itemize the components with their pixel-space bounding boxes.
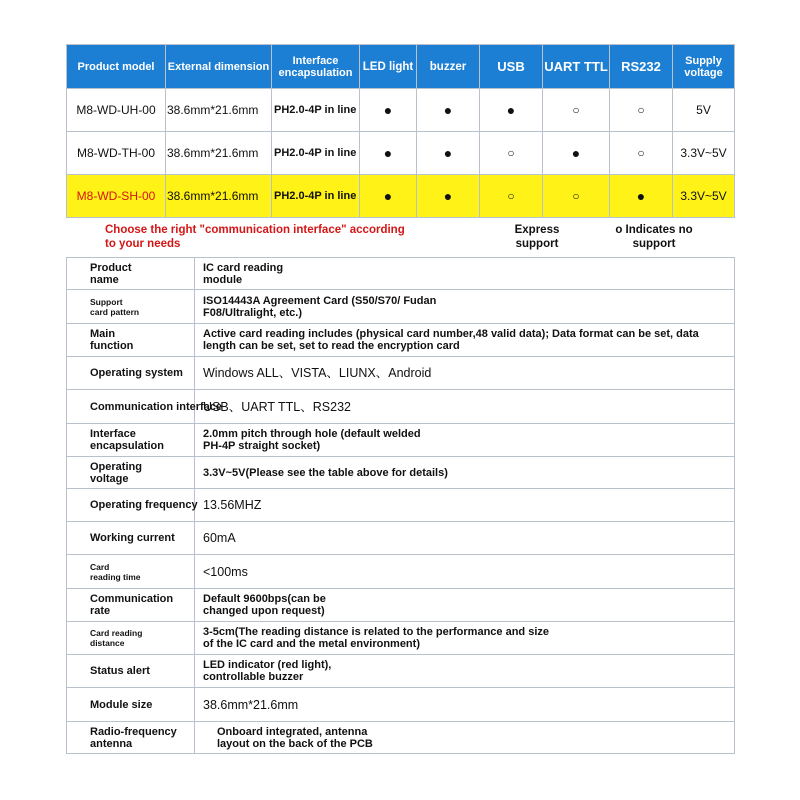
spec-value: Active card reading includes (physical card number,48 valid data); Data format can be set, data length can be set, set to read the encryption card [195, 324, 735, 357]
spec-value: Default 9600bps(can be changed upon request) [195, 589, 735, 622]
buzzer-support-mark: ● [417, 175, 480, 218]
spec-value: 3.3V~5V(Please see the table above for details) [195, 457, 735, 489]
spec-label: Communication rate [67, 589, 195, 622]
header-supply-voltage: Supply voltage [673, 45, 735, 89]
usb-support-mark: ● [480, 89, 543, 132]
led-support-mark: ● [360, 175, 417, 218]
spec-row [67, 489, 735, 522]
spec-label: Working current [67, 522, 195, 555]
spec-value: LED indicator (red light), controllable buzzer [195, 655, 735, 688]
dimension-cell: 38.6mm*21.6mm [166, 132, 272, 175]
header-interface-encapsulation: Interface encapsulation [272, 45, 360, 89]
spec-row [67, 424, 735, 457]
spec-table [66, 257, 735, 754]
spec-value: 2.0mm pitch through hole (default welded PH-4P straight socket) [195, 424, 735, 457]
spec-value: 38.6mm*21.6mm [195, 688, 735, 722]
voltage-cell: 3.3V~5V [673, 132, 735, 175]
comparison-table [66, 44, 735, 218]
spec-row [67, 357, 735, 390]
uart-support-mark: ○ [543, 175, 610, 218]
spec-label: Card reading time [67, 555, 195, 589]
spec-label: Operating frequency [67, 489, 195, 522]
led-support-mark: ● [360, 89, 417, 132]
rs232-support-mark: ○ [610, 89, 673, 132]
spec-row [67, 324, 735, 357]
buzzer-support-mark: ● [417, 132, 480, 175]
header-external-dimension: External dimension [166, 45, 272, 89]
spec-label: Interface encapsulation [67, 424, 195, 457]
spec-value: ISO14443A Agreement Card (S50/S70/ Fudan F08/Ultralight, etc.) [195, 290, 735, 324]
spec-label: Main function [67, 324, 195, 357]
encapsulation-cell: PH2.0-4P in line [272, 175, 360, 218]
express-support-legend: Express support [514, 224, 560, 250]
spec-label: Card reading distance [67, 622, 195, 655]
spec-value: 13.56MHZ [195, 489, 735, 522]
header-led-light: LED light [360, 45, 417, 89]
uart-support-mark: ○ [543, 89, 610, 132]
voltage-cell: 3.3V~5V [673, 175, 735, 218]
header-buzzer: buzzer [417, 45, 480, 89]
spec-value: USB、UART TTL、RS232 [195, 390, 735, 424]
model-cell: M8-WD-UH-00 [67, 89, 166, 132]
rs232-support-mark: ○ [610, 132, 673, 175]
spec-row [67, 258, 735, 290]
table-row [67, 132, 735, 175]
spec-value: IC card reading module [195, 258, 735, 290]
legend [66, 220, 734, 257]
rs232-support-mark: ● [610, 175, 673, 218]
led-support-mark: ● [360, 132, 417, 175]
spec-label: Support card pattern [67, 290, 195, 324]
table-row-highlighted [67, 175, 735, 218]
spec-label: Product name [67, 258, 195, 290]
encapsulation-cell: PH2.0-4P in line [272, 132, 360, 175]
spec-value: Windows ALL、VISTA、LIUNX、Android [195, 357, 735, 390]
spec-row [67, 589, 735, 622]
spec-row [67, 655, 735, 688]
model-cell: M8-WD-SH-00 [67, 175, 166, 218]
model-cell: M8-WD-TH-00 [67, 132, 166, 175]
spec-label: Operating system [67, 357, 195, 390]
spec-row [67, 390, 735, 424]
spec-value: 60mA [195, 522, 735, 555]
dimension-cell: 38.6mm*21.6mm [166, 175, 272, 218]
encapsulation-cell: PH2.0-4P in line [272, 89, 360, 132]
usb-support-mark: ○ [480, 175, 543, 218]
spec-value: Onboard integrated, antenna layout on the back of the PCB [195, 722, 735, 754]
usb-support-mark: ○ [480, 132, 543, 175]
spec-label: Status alert [67, 655, 195, 688]
dimension-cell: 38.6mm*21.6mm [166, 89, 272, 132]
spec-value: <100ms [195, 555, 735, 589]
spec-row [67, 688, 735, 722]
header-rs232: RS232 [610, 45, 673, 89]
spec-row [67, 522, 735, 555]
spec-row [67, 457, 735, 489]
spec-label: Communication interface [67, 390, 195, 424]
no-support-legend: o Indicates no support [615, 224, 693, 250]
spec-label: Operating voltage [67, 457, 195, 489]
header-product-model: Product model [67, 45, 166, 89]
header-uart-ttl: UART TTL [543, 45, 610, 89]
choose-interface-note: Choose the right "communication interface" according to your needs [105, 224, 405, 250]
spec-row [67, 555, 735, 589]
uart-support-mark: ● [543, 132, 610, 175]
table-row [67, 89, 735, 132]
buzzer-support-mark: ● [417, 89, 480, 132]
comparison-header-row [67, 45, 735, 89]
spec-value: 3-5cm(The reading distance is related to the performance and size of the IC card and the metal environment) [195, 622, 735, 655]
spec-row [67, 622, 735, 655]
header-usb: USB [480, 45, 543, 89]
spec-row [67, 722, 735, 754]
spec-label: Radio-frequency antenna [67, 722, 195, 754]
spec-label: Module size [67, 688, 195, 722]
spec-row [67, 290, 735, 324]
voltage-cell: 5V [673, 89, 735, 132]
